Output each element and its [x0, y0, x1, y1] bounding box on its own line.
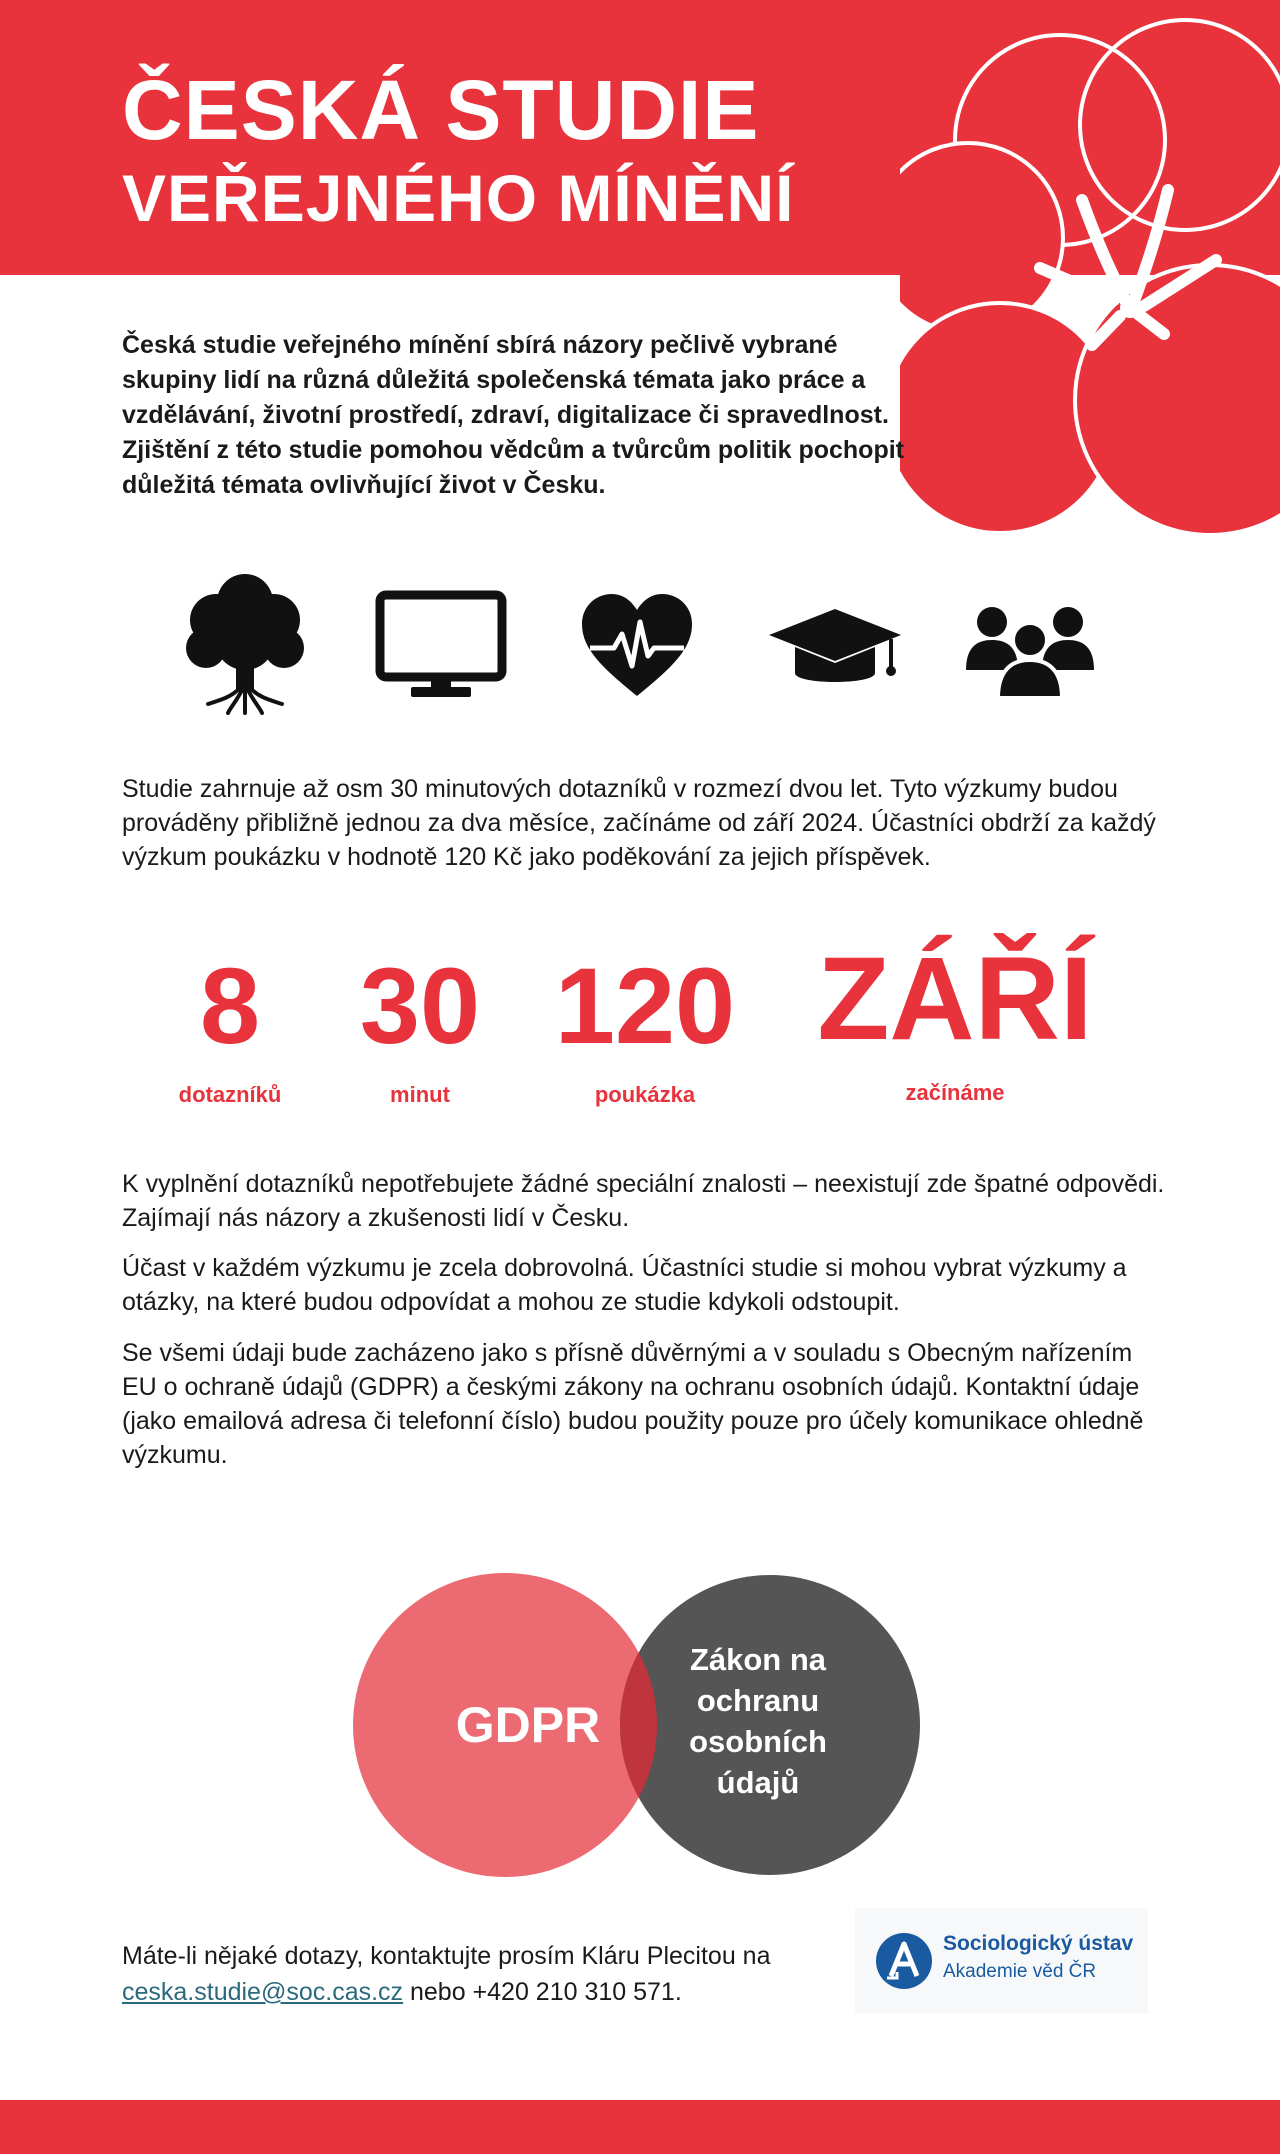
venn-gdpr-label: GDPR	[455, 1697, 601, 1753]
voluntary-paragraph: Účast v každém výzkumu je zcela dobrovolná. Účastníci studie si mohou vybrat výzkumy a otázky, na které budou odpovídat a mohou ze studie kdykoli odstoupit.	[122, 1254, 1127, 1316]
stat-minutes	[335, 945, 505, 1108]
study-description: Studie zahrnuje až osm 30 minutových dotazníků v rozmezí dvou let. Tyto výzkumy budou prováděny přibližně jednou za dva měsíce, začínáme od září 2024. Účastníci obdrží za každý výzkum poukázku v hodnotě 120 Kč jako poděkování za jejich příspěvek.	[122, 775, 1156, 871]
contact-text: Máte-li nějaké dotazy, kontaktujte prosím Kláru Plecitou na	[122, 1942, 771, 1970]
stat-value: 30	[359, 945, 481, 1066]
privacy-paragraph: Se všemi údaji bude zacházeno jako s přísně důvěrnými a v souladu s Obecným nařízením EU o ochraně údajů (GDPR) a českými zákony na ochranu osobních údajů. Kontaktní údaje (jako emailová adresa či telefonní číslo) budou použity pouze pro účely komunikace ohledně výzkumu.	[122, 1339, 1144, 1469]
page-title-line2: VEŘEJNÉHO MÍNĚNÍ	[122, 161, 795, 235]
tree-icon	[180, 570, 310, 715]
contact-email-link[interactable]: ceska.studie@soc.cas.cz	[122, 1978, 404, 2006]
stat-questionnaires	[150, 945, 310, 1108]
stat-value: 120	[554, 945, 736, 1066]
stat-label: dotazníků	[178, 1082, 282, 1107]
institute-logo-icon	[875, 1932, 933, 1990]
institute-subtitle: Akademie věd ČR	[943, 1961, 1097, 1982]
intro-text: Česká studie veřejného mínění sbírá názory pečlivě vybrané skupiny lidí na různá důležitá společenská témata jako práce a vzdělávání, životní prostředí, zdraví, digitalizace či spravedlnost. Zjištění z této studie pomohou vědcům a tvůrcům politik pochopit důležitá témata ovlivňující život v Česku.	[122, 331, 904, 499]
heart-pulse-icon	[580, 592, 694, 700]
flower-logo-icon	[900, 0, 1280, 560]
stat-label: začínáme	[905, 1080, 1005, 1105]
people-group-icon	[962, 600, 1098, 700]
venn-law-label-line: osobních	[689, 1724, 827, 1759]
monitor-icon	[375, 590, 507, 700]
venn-law-label-line: údajů	[716, 1765, 800, 1800]
footer-bar	[0, 2100, 1280, 2154]
stat-label: minut	[390, 1082, 450, 1107]
venn-law-label-line: ochranu	[696, 1683, 820, 1718]
contact-info	[122, 1938, 842, 2010]
topic-icons	[0, 570, 1280, 730]
graduation-cap-icon	[765, 605, 905, 695]
stat-value: 8	[199, 945, 261, 1066]
page-title-line1: ČESKÁ STUDIE	[122, 63, 760, 157]
institute-logo	[855, 1908, 1148, 2014]
stat-start-month	[795, 933, 1115, 1106]
knowledge-paragraph: K vyplnění dotazníků nepotřebujete žádné speciální znalosti – neexistují zde špatné odpovědi. Zajímají nás názory a zkušenosti lidí v Česku.	[122, 1170, 1165, 1232]
institute-name: Sociologický ústav	[943, 1932, 1134, 1955]
stat-voucher	[525, 945, 765, 1108]
stat-value: ZÁŘÍ	[817, 933, 1093, 1065]
venn-law-label-line: Zákon na	[689, 1642, 827, 1677]
stat-label: poukázka	[594, 1082, 696, 1107]
venn-diagram	[350, 1570, 930, 1880]
contact-phone-text: nebo +420 210 310 571.	[403, 1978, 682, 2006]
